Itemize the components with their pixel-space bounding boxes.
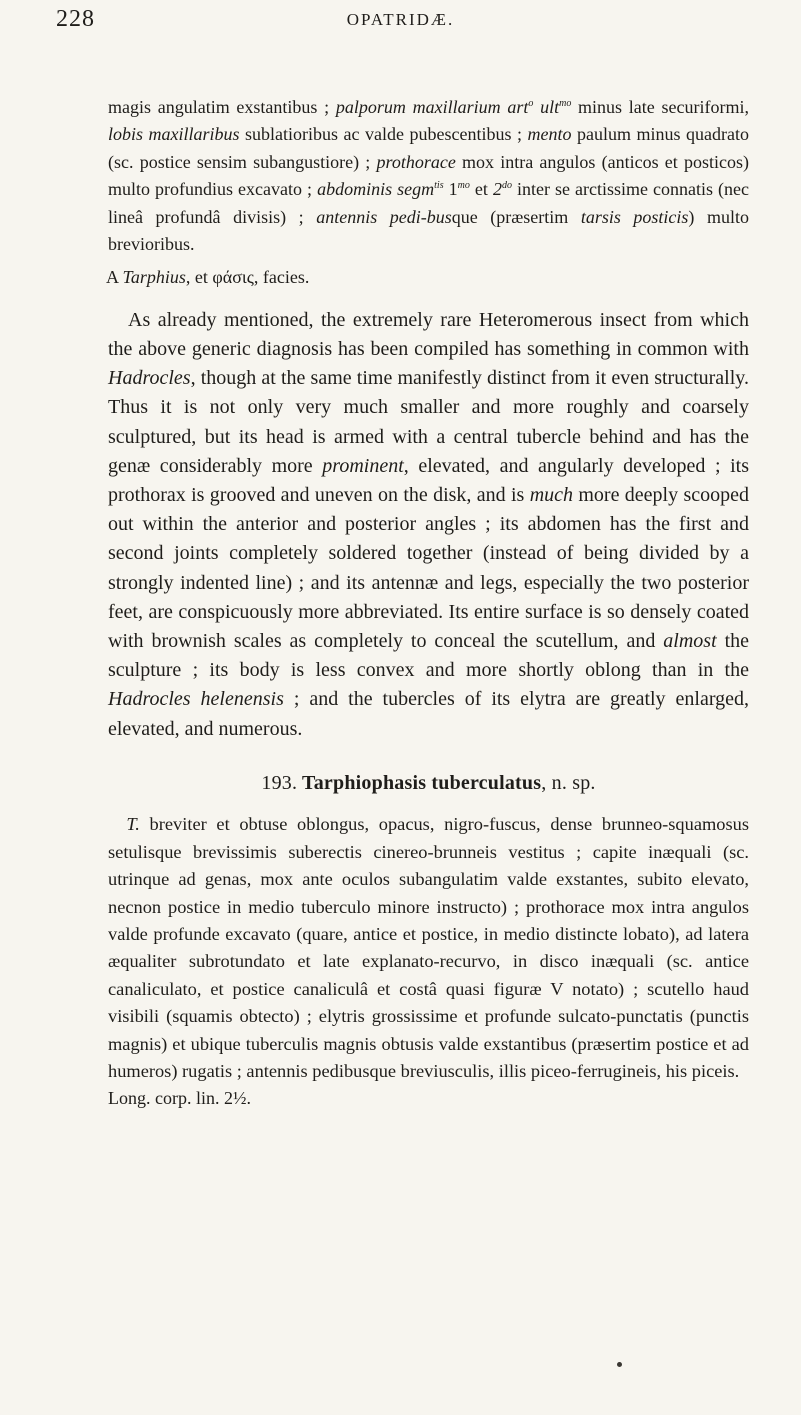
measurement-line: Long. corp. lin. 2½. (108, 1088, 251, 1109)
page-number: 228 (56, 6, 95, 32)
species-description-paragraph: T. breviter et obtuse oblongus, opacus, nigro-fuscus, dense brunneo-squamosus setulisque brevissimis suberectis cinereo-brunneis vestitus ; capite inæquali (sc. utrinque ad genas, mox ante oculos subangulatim valde exstantes, subito elevato, necnon postice in medio tuberculo minore instructo) ; prothorace mox intra angulos valde profunde excavato (quare, antice et postice, in medio distincte lobato), ad latera æqualiter subrotundato et late explanato-recurvo, in disco inæquali (sc. antice canaliculato, et postice canaliculâ et costâ quasi figuræ V notato) ; scutello haud visibili (squamis obtecto) ; elytris grossissime et profunde sulcato-punctatis (punctis magnis) et ubique tuberculis magnis obtusis valde exstantibus (præsertim postice et ad humeros) rugatis ; antennis pedibusque breviusculis, illis piceo-ferrugineis, his piceis. (108, 814, 749, 1081)
species-heading (108, 770, 749, 797)
species-name: Tarphiophasis tuberculatus (302, 771, 542, 794)
page-body (108, 94, 749, 1113)
print-mark-dot (617, 1362, 622, 1367)
etymology-paragraph: A Tarphius, et φάσις, facies. (106, 267, 310, 288)
english-discussion-paragraph: As already mentioned, the extremely rare Heteromerous insect from which the above generic diagnosis has been compiled has something in common with Hadrocles, though at the same time manifestly distinct from it even structurally. Thus it is not only very much smaller and more roughly and coarsely sculptured, but its head is armed with a central tubercle behind and has the genæ considerably more prominent, elevated, and angularly developed ; its prothorax is grooved and uneven on the disk, and is much more deeply scooped out within the anterior and posterior angles ; its abdomen has the first and second joints completely soldered together (instead of being divided by a strongly indented line) ; and its antennæ and legs, especially the two posterior feet, are conspicuously more abbreviated. Its entire surface is so densely coated with brownish scales as completely to conceal the scutellum, and almost the sculpture ; its body is less convex and more shortly oblong than in the Hadrocles helenensis ; and the tubercles of its elytra are greatly enlarged, elevated, and numerous. (108, 308, 750, 740)
page-header (0, 6, 801, 42)
species-suffix: , n. sp. (541, 771, 596, 794)
running-head: OPATRIDÆ. (346, 10, 455, 29)
latin-diagnosis-paragraph: magis angulatim exstantibus ; palporum maxillarium art$^o$ ult$^{mo}$ minus late securiformi, lobis maxillaribus sublatioribus ac valde pubescentibus ; mento paulum minus quadrato (sc. postice sensim subangustiore) ; prothorace mox intra angulos (anticos et posticos) multo profundius excavato ; abdominis segm$^{tis}$ $1^{mo}$ et $2^{do}$ inter se arctissime connatis (nec lineâ profundâ divisis) ; antennis pedi-busque (præsertim tarsis posticis) multo brevioribus. (108, 97, 750, 255)
species-number: 193. (261, 771, 298, 794)
